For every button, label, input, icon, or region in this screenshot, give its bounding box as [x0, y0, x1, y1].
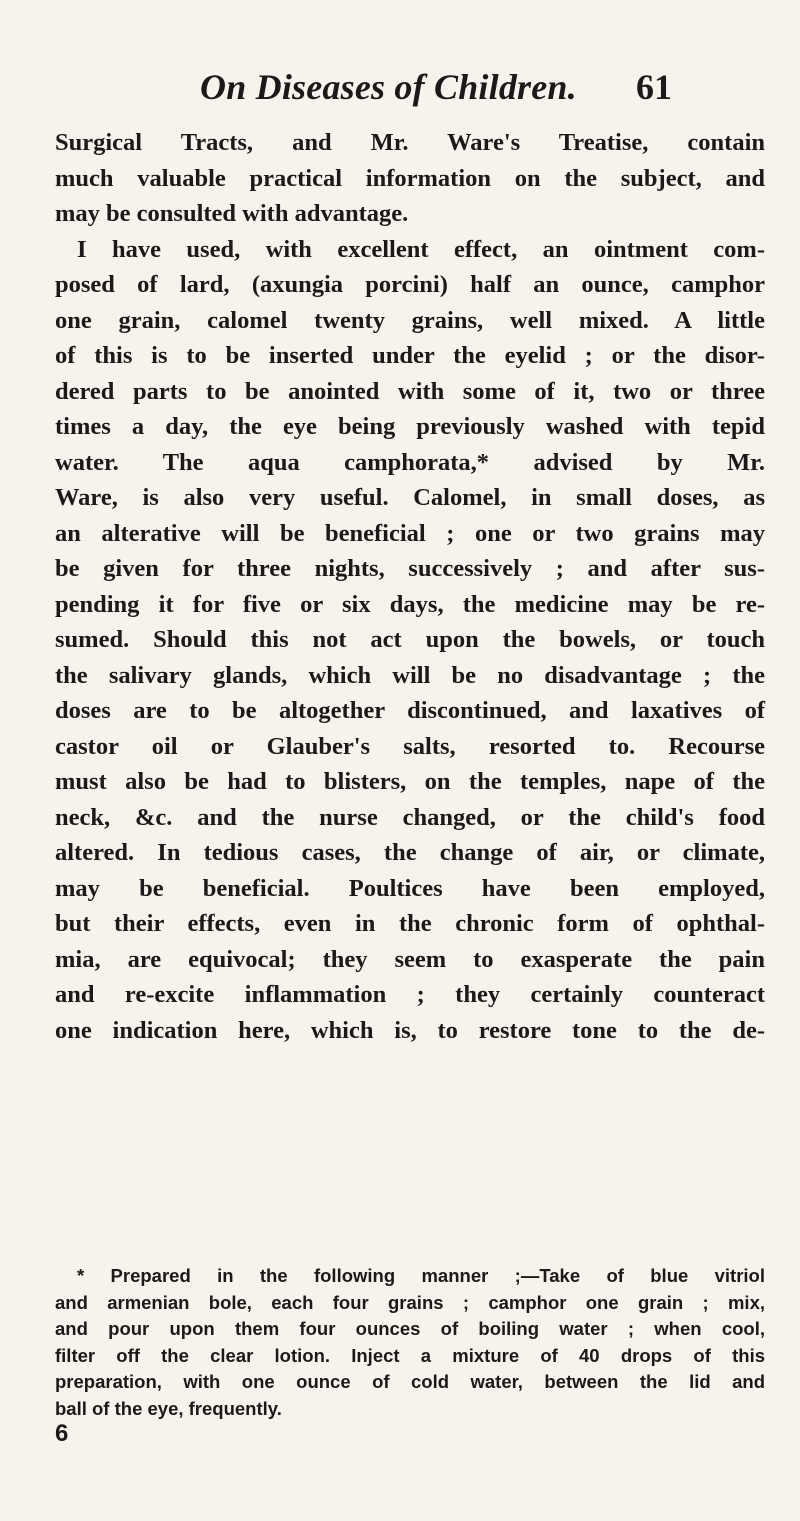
text-line: castor oil or Glauber's salts, resorted to. Recourse	[55, 732, 765, 760]
signature-mark: 6	[55, 1420, 69, 1447]
footnote-line: and armenian bole, each four grains ; camphor one grain ; mix,	[55, 1291, 765, 1313]
text-line: one indication here, which is, to restore tone to the de-	[55, 1016, 765, 1044]
running-head	[200, 66, 760, 112]
text-line: I have used, with excellent effect, an ointment com-	[77, 235, 765, 263]
footnote-line: preparation, with one ounce of cold water, between the lid and	[55, 1371, 765, 1392]
text-line: may be beneficial. Poultices have been employed,	[55, 874, 765, 902]
text-line: must also be had to blisters, on the temples, nape of the	[55, 768, 765, 795]
footnote-line: and pour upon them four ounces of boiling water ; when cool,	[55, 1318, 765, 1339]
text-line: much valuable practical information on the subject, and	[55, 164, 765, 192]
footnote-line: filter off the clear lotion. Inject a mixture of 40 drops of this	[55, 1344, 765, 1366]
footnote	[55, 1263, 765, 1422]
text-line: times a day, the eye being previously washed with tepid	[55, 413, 765, 440]
text-line: be given for three nights, successively ; and after sus-	[55, 555, 765, 582]
text-line: may be consulted with advantage.	[55, 200, 409, 227]
text-line: posed of lard, (axungia porcini) half an ounce, camphor	[55, 271, 765, 298]
text-line: doses are to be altogether discontinued, and laxatives of	[55, 697, 765, 724]
text-line: pending it for five or six days, the medicine may be re-	[55, 590, 765, 618]
text-line: Surgical Tracts, and Mr. Ware's Treatise, contain	[55, 129, 765, 156]
text-line: the salivary glands, which will be no disadvantage ; the	[55, 661, 765, 689]
text-line: water. The aqua camphorata,* advised by Mr.	[55, 448, 765, 476]
footnote-line: ball of the eye, frequently.	[55, 1397, 282, 1419]
footnote-line: * Prepared in the following manner ;—Take of blue vitriol	[77, 1265, 765, 1286]
text-line: dered parts to be anointed with some of it, two or three	[55, 377, 765, 405]
running-title: On Diseases of Children.	[200, 67, 577, 107]
page-number: 61	[636, 67, 672, 107]
text-line: mia, are equivocal; they seem to exasperate the pain	[55, 945, 765, 973]
text-line: of this is to be inserted under the eyelid ; or the disor-	[55, 342, 765, 369]
text-line: an alterative will be beneficial ; one or two grains may	[55, 519, 765, 547]
body-text	[55, 125, 765, 1048]
text-line: Ware, is also very useful. Calomel, in small doses, as	[55, 484, 765, 511]
text-line: altered. In tedious cases, the change of air, or climate,	[55, 839, 765, 866]
text-line: and re-excite inflammation ; they certainly counteract	[55, 981, 765, 1008]
text-line: one grain, calomel twenty grains, well mixed. A little	[55, 306, 765, 334]
text-line: neck, &c. and the nurse changed, or the child's food	[55, 803, 765, 831]
text-line: but their effects, even in the chronic form of ophthal-	[55, 910, 765, 937]
text-line: sumed. Should this not act upon the bowels, or touch	[55, 626, 765, 653]
